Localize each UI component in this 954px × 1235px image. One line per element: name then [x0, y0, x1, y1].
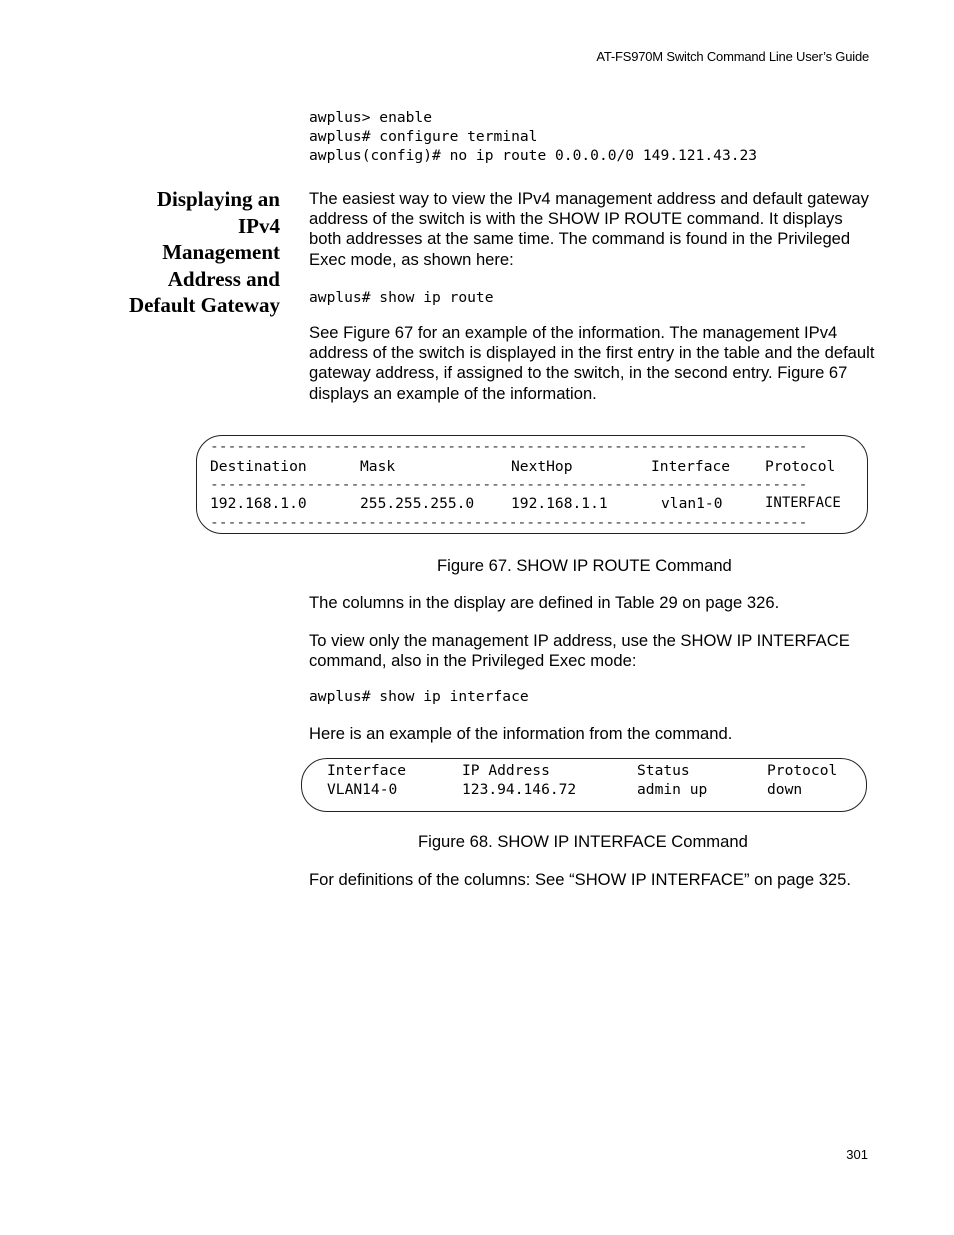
figure68-caption: Figure 68. SHOW IP INTERFACE Command [418, 832, 748, 851]
definitions-reference-paragraph: For definitions of the columns: See “SHOW IP INTERFACE” on page 325. [309, 870, 851, 889]
section-heading-line: IPv4 [238, 213, 280, 238]
figure68-cell-interface: VLAN14-0 [327, 781, 398, 798]
running-header: AT-FS970M Switch Command Line User’s Guide [596, 49, 869, 64]
figure67-cell-protocol: INTERFACE [765, 495, 841, 511]
figure68-header-status: Status [637, 762, 690, 779]
section-heading-line: Displaying an [156, 187, 280, 211]
figure68-cell-protocol: down [767, 781, 803, 798]
figure67-header-nexthop: NextHop [511, 458, 573, 475]
figure67-separator-bottom: -------------------------------------------------------------------- [210, 514, 808, 531]
figure68-header-interface: Interface [327, 762, 407, 779]
figure67-header-destination: Destination [210, 458, 307, 475]
columns-reference-paragraph: The columns in the display are defined in Table 29 on page 326. [309, 593, 780, 612]
figure67-cell-interface: vlan1-0 [661, 495, 723, 512]
figure68-header-protocol: Protocol [767, 762, 838, 779]
example-intro-paragraph: Here is an example of the information from the command. [309, 724, 733, 743]
figure67-header-interface: Interface [651, 458, 731, 475]
section-heading [80, 186, 280, 319]
code-line-configure: awplus# configure terminal [309, 128, 538, 145]
section-heading-line: Default Gateway [128, 293, 280, 317]
figure68-header-ip-address: IP Address [462, 762, 550, 779]
management-ip-paragraph: To view only the management IP address, use the SHOW IP INTERFACE command, also in the Privileged Exec mode: [309, 631, 850, 671]
intro-paragraph: The easiest way to view the IPv4 management address and default gateway address of the switch is with the SHOW IP ROUTE command. It displays both addresses at the same time. The command is found in the Privileged Exec mode, as shown here: [309, 189, 869, 269]
figure67-cell-destination: 192.168.1.0 [210, 495, 307, 512]
figure67-separator-top: -------------------------------------------------------------------- [210, 438, 808, 455]
figure67-cell-mask: 255.255.255.0 [360, 495, 475, 512]
page-number: 301 [846, 1147, 868, 1162]
section-heading-line: Management [162, 240, 280, 264]
figure68-cell-status: admin up [637, 781, 708, 798]
section-heading-line: Address and [167, 266, 280, 291]
show-ip-route-command: awplus# show ip route [309, 289, 494, 306]
figure67-header-mask: Mask [360, 458, 396, 475]
figure67-header-protocol: Protocol [765, 458, 836, 475]
figure67-description: See Figure 67 for an example of the information. The management IPv4 address of the switch is displayed in the first entry in the table and the default gateway address, if assigned to the switch, in the second entry. Figure 67 displays an example of the information. [309, 323, 875, 403]
code-line-enable: awplus> enable [309, 109, 433, 126]
figure67-caption: Figure 67. SHOW IP ROUTE Command [437, 556, 732, 575]
show-ip-interface-command: awplus# show ip interface [309, 688, 529, 705]
code-line-no-ip-route: awplus(config)# no ip route 0.0.0.0/0 149.121.43.23 [309, 147, 758, 164]
figure68-cell-ip-address: 123.94.146.72 [462, 781, 577, 798]
figure67-cell-nexthop: 192.168.1.1 [511, 495, 608, 512]
figure67-separator-middle: -------------------------------------------------------------------- [210, 476, 808, 493]
